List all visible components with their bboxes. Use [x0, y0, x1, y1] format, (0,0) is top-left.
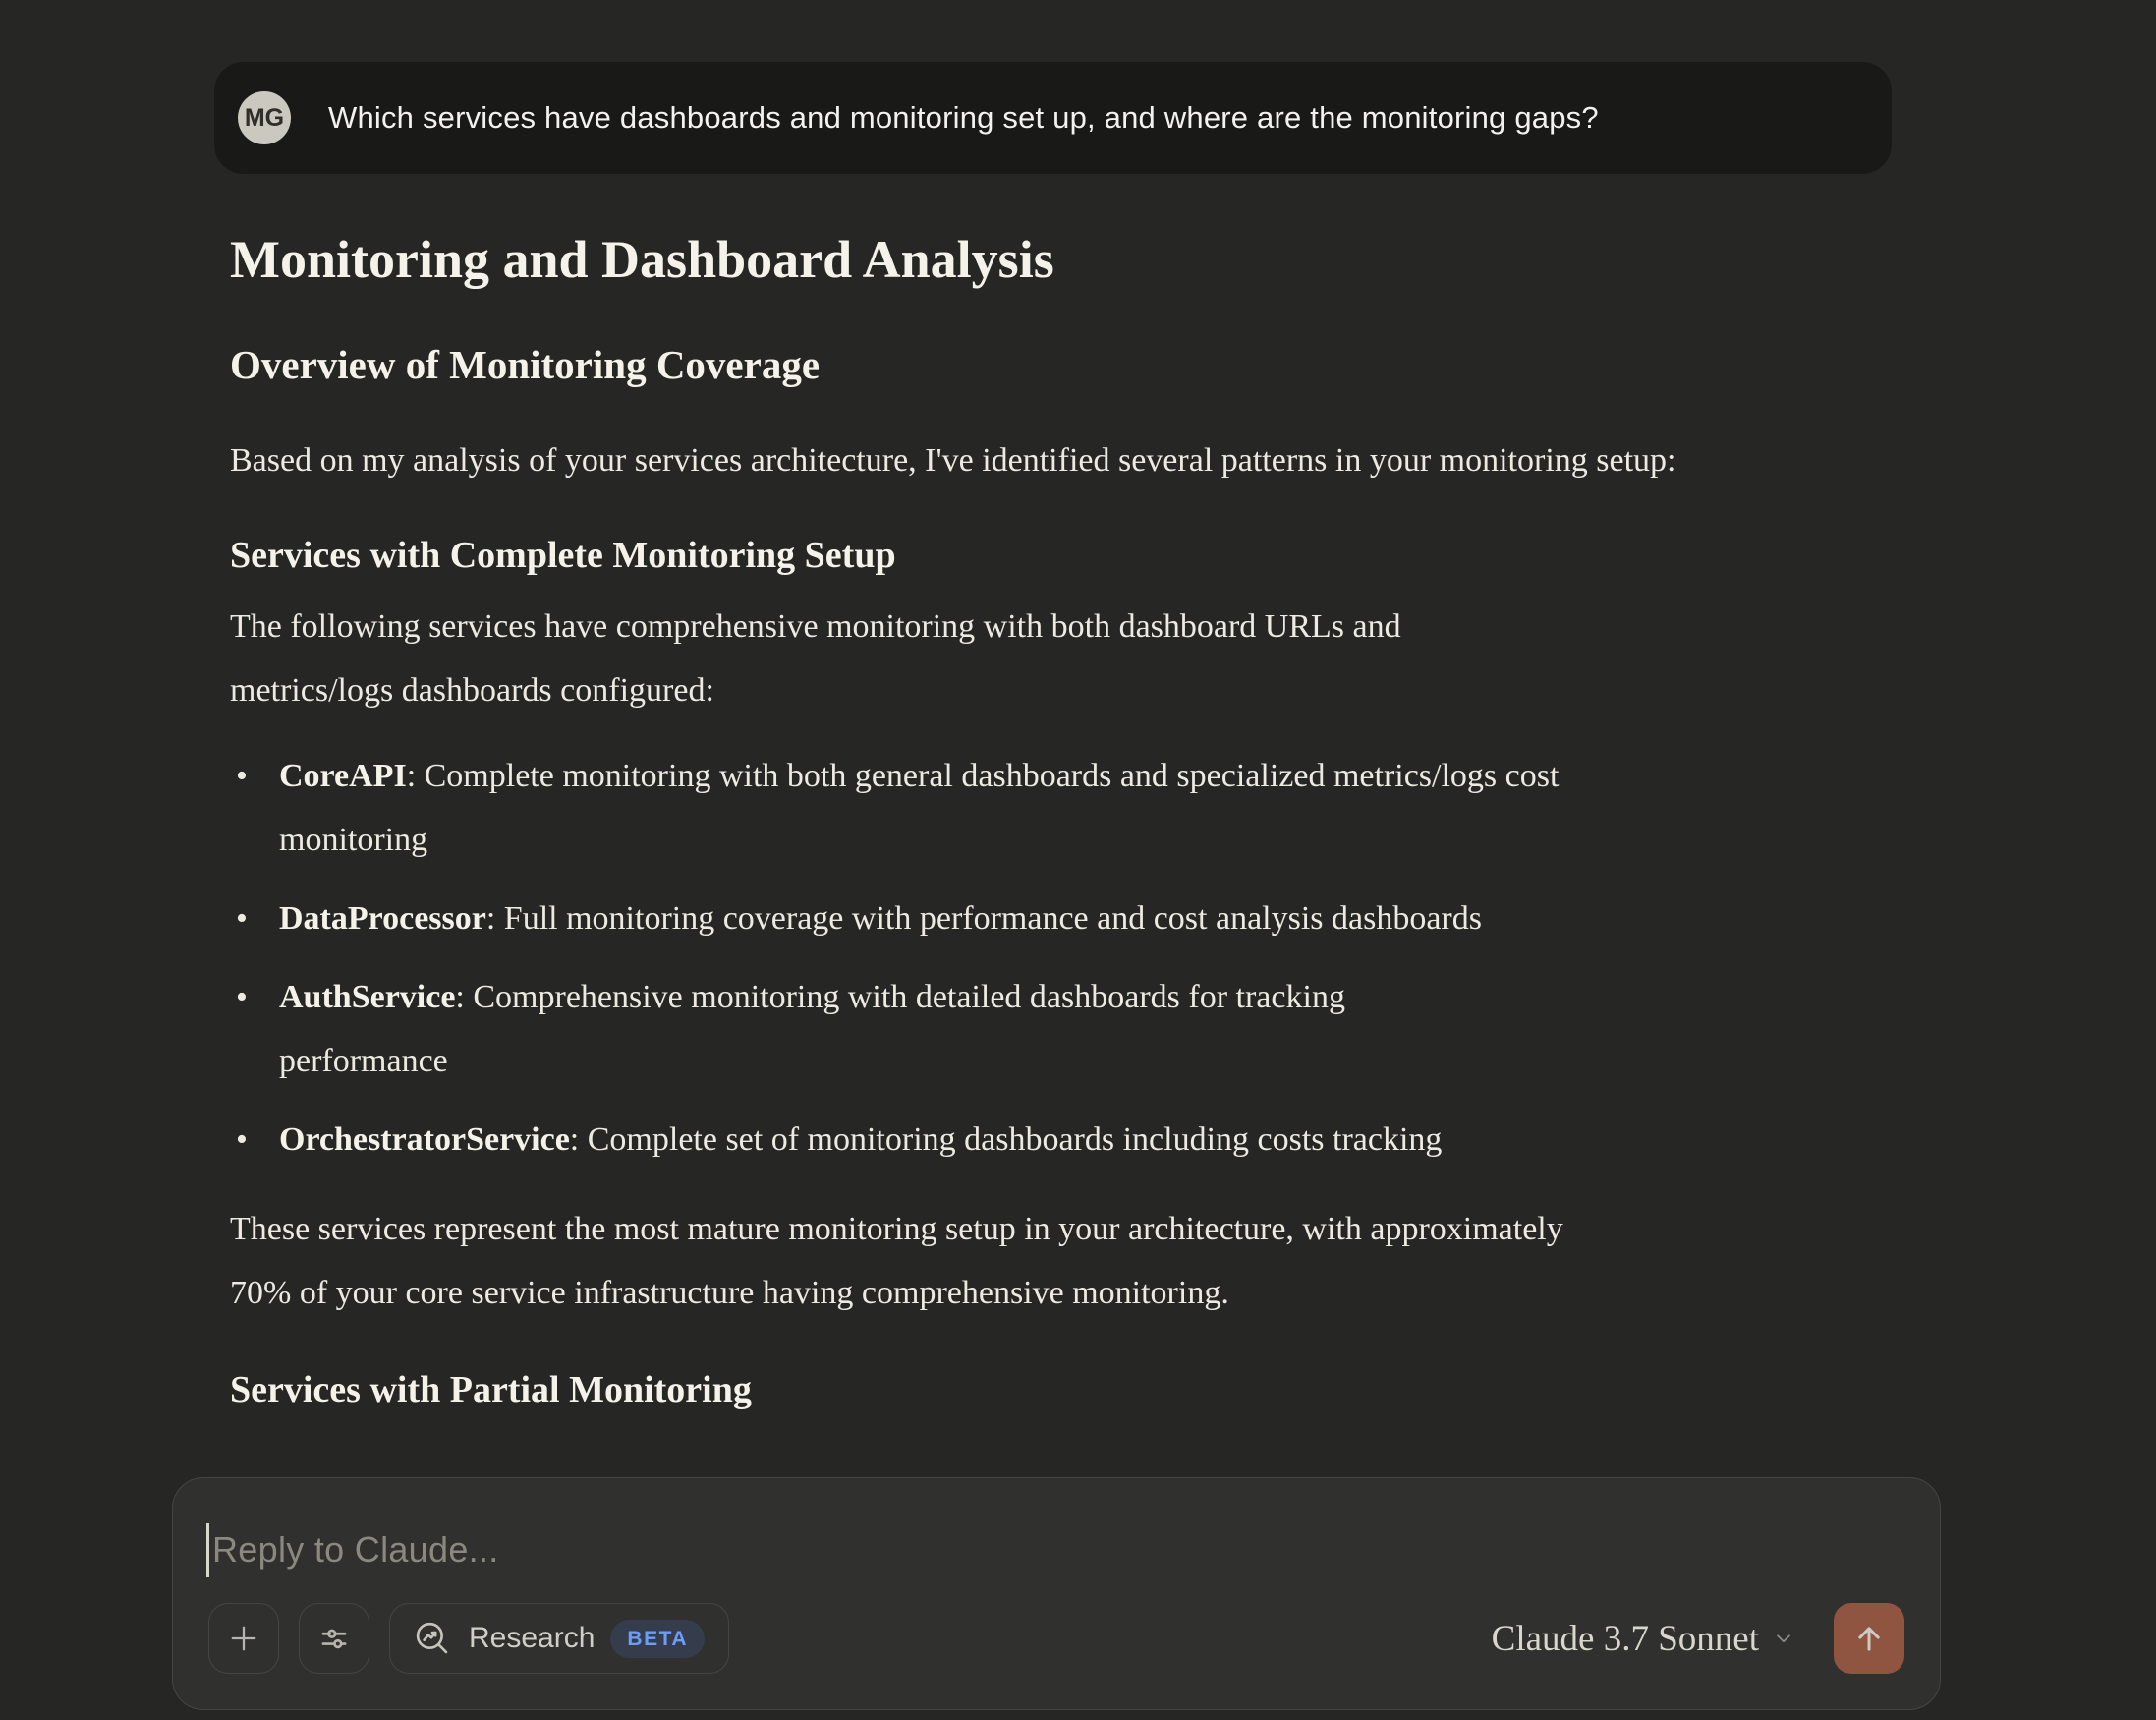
service-name: CoreAPI: [279, 757, 407, 794]
service-description: : Comprehensive monitoring with detailed dashboards for tracking performance: [279, 978, 1345, 1079]
paragraph-summary: These services represent the most mature monitoring setup in your architecture, with approximately 70% of your core service infrastructure having comprehensive monitoring.: [230, 1210, 1563, 1311]
heading-partial-monitoring: Services with Partial Monitoring: [230, 1368, 752, 1410]
heading-complete-monitoring: Services with Complete Monitoring Setup: [230, 534, 896, 576]
research-label: Research: [469, 1622, 596, 1654]
user-avatar[interactable]: MG: [238, 91, 291, 144]
reply-composer[interactable]: [172, 1477, 1941, 1710]
service-description: : Complete monitoring with both general dashboards and specialized metrics/logs cost monitoring: [279, 757, 1560, 858]
send-button[interactable]: [1834, 1603, 1904, 1674]
reply-input[interactable]: [206, 1523, 1901, 1577]
model-name: Claude 3.7 Sonnet: [1491, 1618, 1759, 1659]
list-item-orchestratorservice: [230, 1108, 1665, 1172]
service-list: [230, 744, 1881, 1172]
service-description: : Full monitoring coverage with performance and cost analysis dashboards: [485, 899, 1482, 937]
attach-button[interactable]: [208, 1603, 279, 1674]
research-button[interactable]: [389, 1603, 729, 1674]
paragraph-complete-intro: The following services have comprehensive monitoring with both dashboard URLs and metrics/logs dashboards configured:: [230, 607, 1401, 709]
list-item-authservice: [230, 965, 1507, 1093]
research-magnifier-icon: [412, 1618, 453, 1659]
composer-toolbar: [208, 1603, 1904, 1674]
beta-badge: BETA: [610, 1620, 705, 1658]
service-description: : Complete set of monitoring dashboards including costs tracking: [569, 1120, 1443, 1158]
arrow-up-icon: [1850, 1620, 1888, 1657]
service-name: OrchestratorService: [279, 1120, 570, 1158]
list-item-dataprocessor: [230, 887, 1665, 950]
reply-placeholder: Reply to Claude...: [212, 1529, 499, 1570]
text-cursor: [206, 1523, 209, 1577]
list-item-coreapi: [230, 744, 1665, 872]
assistant-response: [230, 0, 1881, 1412]
chevron-down-icon: [1771, 1626, 1796, 1651]
sliders-icon: [315, 1620, 353, 1657]
service-name: DataProcessor: [279, 899, 486, 937]
response-title: Monitoring and Dashboard Analysis: [230, 230, 1054, 289]
plus-icon: [226, 1621, 261, 1656]
heading-overview: Overview of Monitoring Coverage: [230, 341, 821, 387]
paragraph-intro: Based on my analysis of your services architecture, I've identified several patterns in your monitoring setup:: [230, 441, 1676, 479]
service-name: AuthService: [279, 978, 456, 1015]
tools-button[interactable]: [299, 1603, 369, 1674]
model-selector[interactable]: [1492, 1618, 1796, 1660]
user-message-text: Which services have dashboards and monitoring set up, and where are the monitoring gaps?: [328, 100, 1599, 135]
